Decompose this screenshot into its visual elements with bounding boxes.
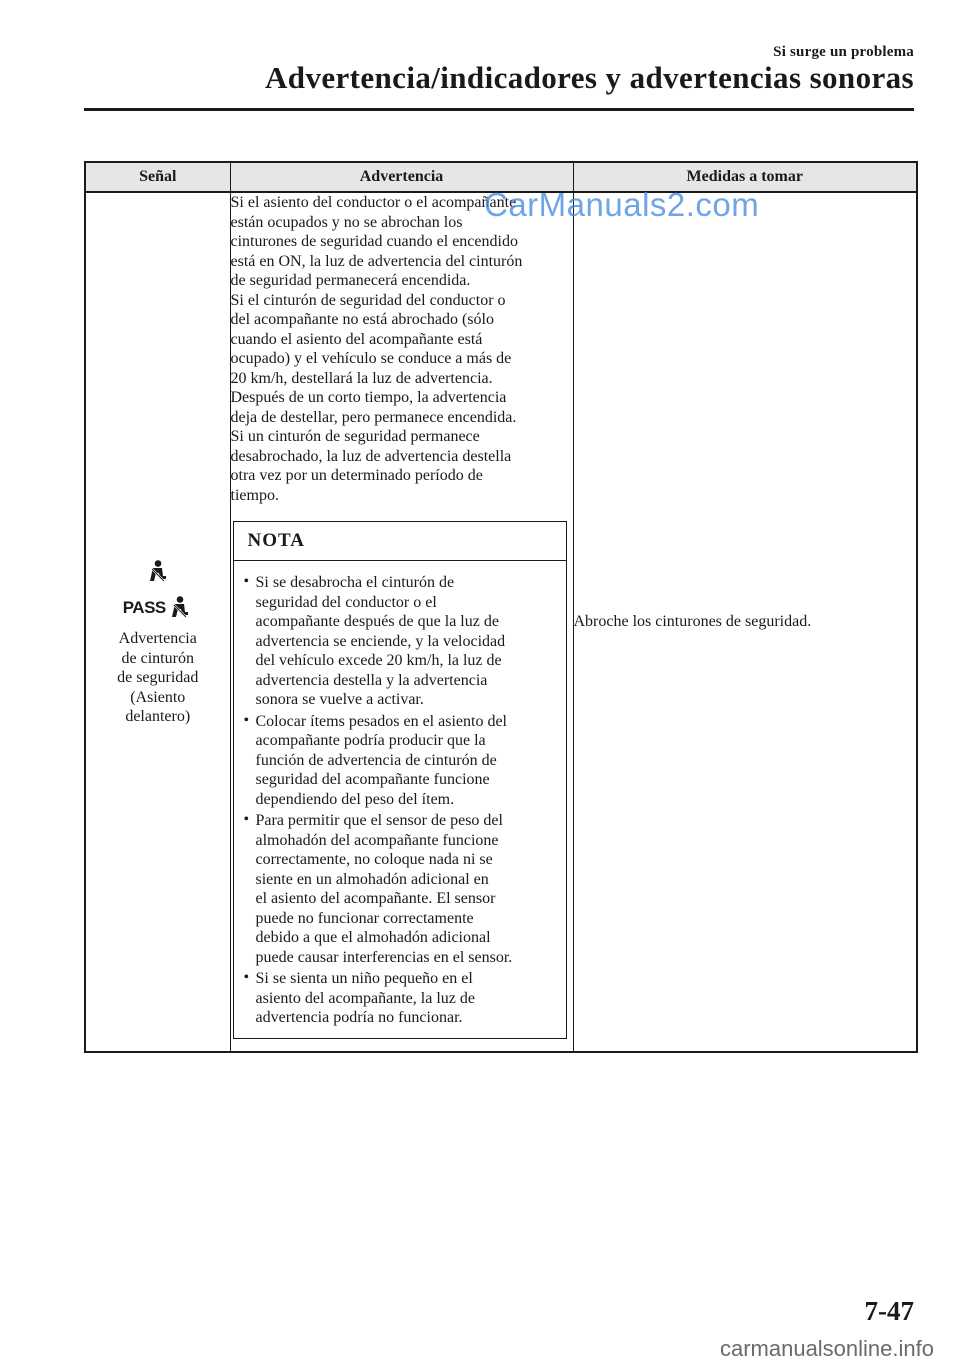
seatbelt-icon — [145, 559, 171, 585]
list-item: • Si se sienta un niño pequeño en el asiento del acompañante, la luz de advertencia podría no funcionar. — [244, 969, 560, 1028]
header-rule — [84, 108, 914, 111]
passenger-seatbelt-icon — [167, 595, 193, 621]
warning-text: Si el asiento del conductor o el acompañante están ocupados y no se abrochan los cinturones de seguridad cuando el encendido está en ON, la luz de advertencia del cinturón de seguridad permanecerá encendida. Si el cinturón de seguridad del conductor o del acompañante no está abrochado (sólo cuando el asiento del acompañante está ocupado) y el vehículo se conduce a más de 20 km/h, destellará la luz de advertencia. Después de un corto tiempo, la advertencia deja de destellar, pero permanece encendida. Si un cinturón de seguridad permanece desabrochado, la luz de advertencia destella otra vez por un determinado período de tiempo. — [230, 194, 523, 504]
table-row — [85, 192, 917, 1052]
page-number: 7-47 — [864, 1296, 914, 1326]
watermark: CarManuals2.com — [484, 186, 760, 223]
chapter-title: Advertencia/indicadores y advertencias sonoras — [265, 60, 914, 95]
column-header-signal: Señal — [85, 162, 230, 192]
warning-cell — [230, 192, 573, 1052]
pass-label: PASS — [122, 598, 166, 618]
warning-table — [84, 161, 918, 1053]
list-item: • Si se desabrocha el cinturón de seguridad del conductor o el acompañante después de que la luz de advertencia se enciende, y la velocidad del vehículo excede 20 km/h, la luz de advertencia destella y la advertencia sonora se vuelve a activar. — [244, 573, 560, 710]
section-label: Si surge un problema — [773, 44, 914, 60]
note-list — [234, 561, 566, 1038]
note-box — [233, 521, 567, 1039]
footer-link[interactable]: carmanualsonline.info — [719, 1336, 934, 1361]
note-title: NOTA — [234, 522, 566, 561]
action-cell — [573, 192, 917, 1052]
signal-cell — [85, 192, 230, 1052]
list-item: • Para permitir que el sensor de peso del almohadón del acompañante funcione correctamente, no coloque nada ni se siente en un almohadón adicional en el asiento del acompañante. El sensor puede no funcionar correctamente debido a que el almohadón adicional puede causar interferencias en el sensor. — [244, 811, 560, 967]
column-header-action: Medidas a tomar — [573, 162, 917, 192]
signal-caption: Advertencia de cinturón de seguridad (Asiento delantero) — [117, 630, 199, 726]
list-item: • Colocar ítems pesados en el asiento del acompañante podría producir que la función de advertencia de cinturón de seguridad del acompañante funcione dependiendo del peso del ítem. — [244, 712, 560, 810]
column-header-warning: Advertencia — [230, 162, 573, 192]
action-text: Abroche los cinturones de seguridad. — [573, 613, 812, 630]
